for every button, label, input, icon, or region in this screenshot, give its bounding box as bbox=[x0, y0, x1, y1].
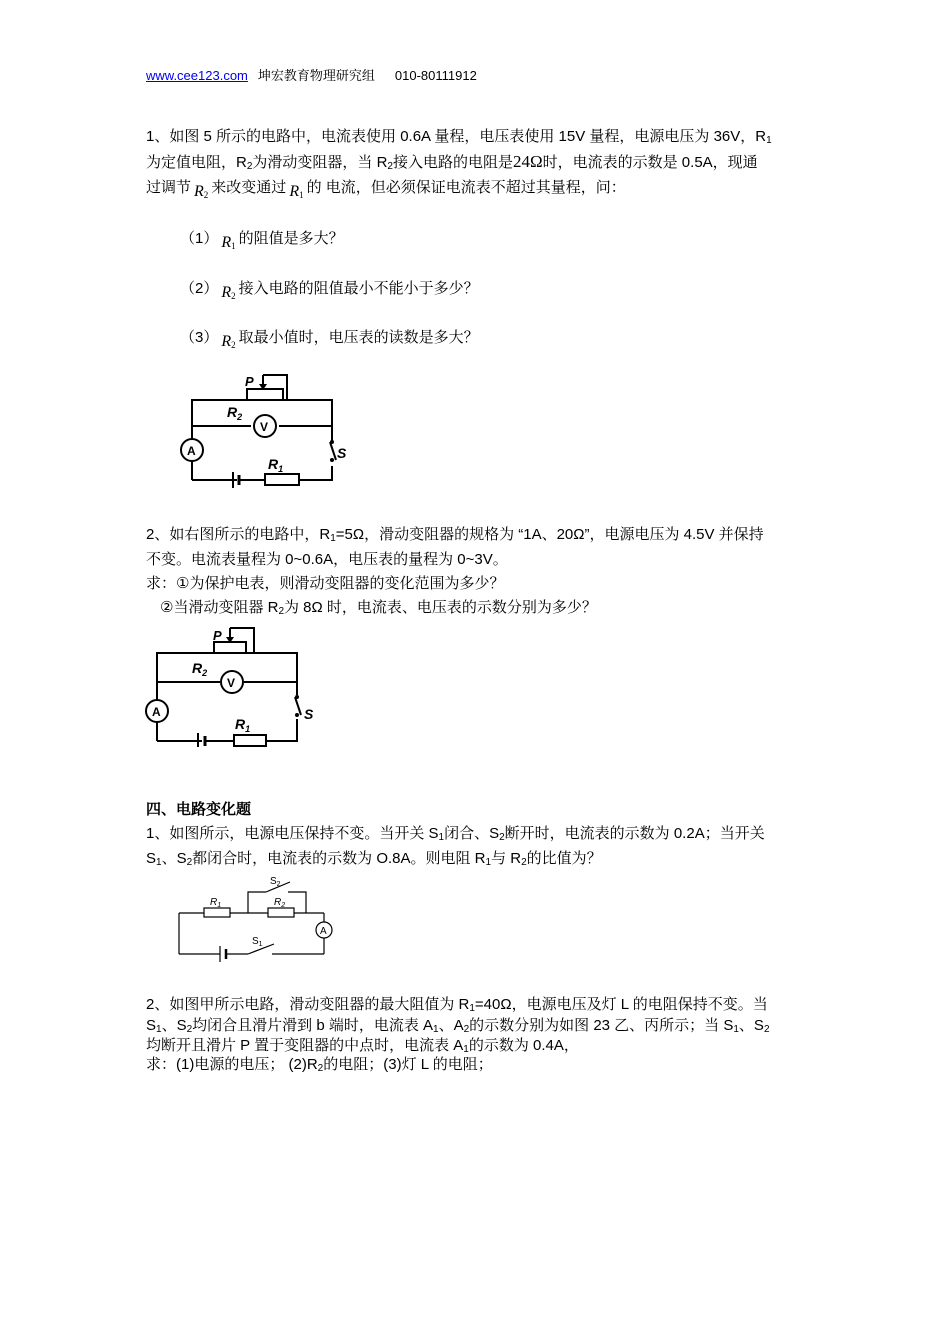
ammeter-label: A bbox=[320, 926, 327, 937]
svg-text:S1 bbox=[252, 936, 263, 948]
svg-text:R1 bbox=[210, 897, 221, 909]
page-header bbox=[146, 68, 477, 84]
label-s1: S bbox=[252, 936, 259, 947]
svg-text:R2 bbox=[274, 897, 285, 909]
s4-q1-line2: $S_1$、$S_2$都闭合时，电流表的示数为 O.8A。则电阻 $R_1$与 $R_2$的比值为？ bbox=[146, 850, 602, 868]
q1-part2: （2） $R_2$ 接入电路的阻值最小不能小于多少？ bbox=[180, 280, 479, 301]
s4-q2-line1: 2、如图甲所示电路，滑动变阻器的最大阻值为 $R_1=40\Omega$，电源电压及灯 L 的电阻保持不变。当 bbox=[146, 996, 768, 1014]
label-r1: R bbox=[235, 716, 246, 732]
header-link[interactable]: www.cee123.com bbox=[146, 68, 248, 83]
header-phone: 010-80111912 bbox=[394, 68, 477, 83]
svg-text:S2 bbox=[270, 876, 281, 888]
svg-text:R2 bbox=[192, 660, 207, 678]
label-p: P bbox=[245, 374, 254, 389]
q2-line3: 求：①为保护电表，则滑动变阻器的变化范围为多少？ bbox=[146, 575, 505, 592]
header-org: 坤宏教育物理研究组 bbox=[257, 68, 375, 83]
s4-q2-line4: 求：(1)电源的电压； $(2)R_2$的电阻；(3)灯 L 的电阻； bbox=[146, 1056, 493, 1074]
svg-text:R1 bbox=[268, 456, 283, 474]
label-s1-sub: 1 bbox=[258, 941, 263, 948]
label-p: P bbox=[213, 628, 222, 643]
switch-label: S bbox=[304, 706, 314, 722]
label-r1: R bbox=[268, 456, 279, 472]
label-s2: S bbox=[270, 876, 277, 887]
label-r1-sub: 1 bbox=[278, 464, 284, 474]
q2-line2: 不变。电流表量程为 0~0.6A，电压表的量程为 0~3V。 bbox=[146, 551, 508, 568]
circuit-diagram-c bbox=[170, 870, 340, 965]
label-r2-sub: 2 bbox=[202, 668, 208, 678]
q2-line4: ②当滑动变阻器 $R_2$为 8Ω 时，电流表、电压表的示数分别为多少？ bbox=[160, 599, 597, 617]
svg-text:R2 bbox=[227, 404, 242, 422]
s4-q1-line1: 1、如图所示，电源电压保持不变。当开关 $S_1$闭合、$S_2$断开时，电流表的示数为 0.2A；当开关 bbox=[146, 825, 765, 843]
q1-line3: 过调节 $R_2$ 来改变通过 $R_1$ 的 电流，但必须保证电流表不超过其量程，问： bbox=[146, 179, 626, 200]
s4-q2-line2: $S_1$、$S_2$均闭合且滑片滑到 b 端时，电流表 $A_1$、$A_2$的示数分别为如图 23 乙、丙所示；当 $S_1$、$S_2$ bbox=[146, 1017, 770, 1035]
s4-q2-line3: 均断开且滑片 P 置于变阻器的中点时，电流表 $A_1$的示数为 0.4A， bbox=[146, 1037, 579, 1055]
circuit-diagram-b bbox=[140, 625, 320, 747]
voltmeter-label: V bbox=[260, 420, 269, 434]
label-r2-sub: 2 bbox=[237, 412, 243, 422]
circuit-diagram-a bbox=[175, 374, 365, 492]
label-r2: R bbox=[192, 660, 203, 676]
switch-label: S bbox=[337, 445, 347, 461]
q1-resistance-value: 24Ω bbox=[513, 152, 543, 171]
q2-line1: 2、如右图所示的电路中，$R_1=5\Omega$，滑动变阻器的规格为 “1A、20Ω”，电源电压为 4.5V 并保持 bbox=[146, 526, 764, 544]
label-r2: R bbox=[227, 404, 238, 420]
ammeter-label: A bbox=[187, 444, 196, 458]
q1-part3: （3） $R_2$ 取最小值时，电压表的读数是多大？ bbox=[180, 329, 479, 350]
label-r1-sub: 1 bbox=[245, 724, 251, 734]
voltmeter-label: V bbox=[227, 676, 236, 690]
q1-line1: 1、如图 5 所示的电路中，电流表使用 0.6A 量程，电压表使用 15V 量程，电源电压为 36V，$R_1$ bbox=[146, 128, 772, 146]
label-r2-sub: 2 bbox=[281, 902, 286, 909]
q1-part1: （1） $R_1$ 的阻值是多大？ bbox=[180, 230, 344, 251]
q1-line2: 为定值电阻，$R_2$为滑动变阻器，当 $R_2$接入电路的电阻是24Ω时，电流表的示数是 0.5A，现通 bbox=[146, 152, 758, 172]
section-heading: 四、电路变化题 bbox=[146, 801, 252, 818]
label-r1-sub: 1 bbox=[217, 902, 222, 909]
label-r1: R bbox=[210, 897, 218, 908]
ammeter-label: A bbox=[152, 705, 161, 719]
label-r2: R bbox=[274, 897, 282, 908]
svg-text:R1 bbox=[235, 716, 250, 734]
label-s2-sub: 2 bbox=[276, 881, 281, 888]
